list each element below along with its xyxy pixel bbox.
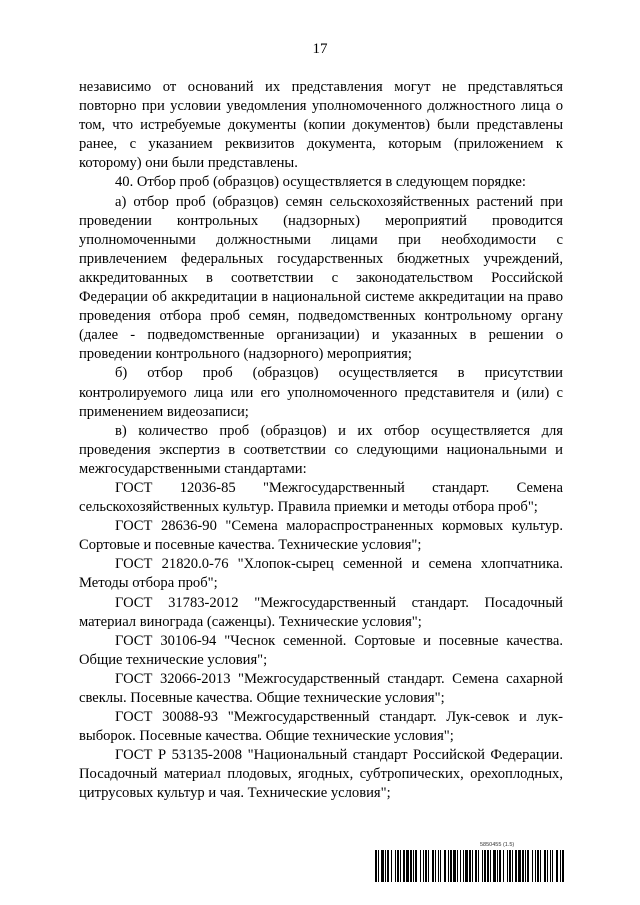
gost-item: ГОСТ 30088-93 "Межгосударственный стандарт. Лук-севок и лук-выборок. Посевные качества. Общие технические условия"; [79,709,563,745]
document-code: 5850455 (1.5) [480,842,515,848]
gost-item: ГОСТ 21820.0-76 "Хлопок-сырец семенной и семена хлопчатника. Методы отбора проб"; [79,556,563,592]
paragraph-subitem-b: б) отбор проб (образцов) осуществляется в присутствии контролируемого лица или его уполномоченного представителя и (или) с применением видеозаписи; [79,365,563,420]
page-number: 17 [312,41,328,57]
gost-item: ГОСТ Р 53135-2008 "Национальный стандарт Российской Федерации. Посадочный материал плодовых, ягодных, субтропических, орехоплодных, цитрусовых культур и чая. Технические условия"; [79,747,563,802]
document-body [79,78,563,804]
gost-item: ГОСТ 28636-90 "Семена малораспространенных кормовых культур. Сортовые и посевные качества. Технические условия"; [79,518,563,554]
gost-item: ГОСТ 12036-85 "Межгосударственный стандарт. Семена сельскохозяйственных культур. Правила приемки и методы отбора проб"; [79,479,563,516]
paragraph-item-40: 40. Отбор проб (образцов) осуществляется в следующем порядке: [115,174,526,191]
paragraph-subitem-v: в) количество проб (образцов) и их отбор осуществляется для проведения экспертиз в соответствии со следующими национальными и межгосударственными стандартами: [79,422,563,477]
paragraph-subitem-a: а) отбор проб (образцов) семян сельскохозяйственных растений при проведении контрольных (надзорных) мероприятий проводится уполномоченными должностными лицами при необходимости с привлечением федеральных государственных бюджетных учреждений, аккредитованных в соответствии с законодательством Российской Федерации об аккредитации в национальной системе аккредитации на право проведения отбора проб семян, подведомственных контрольному органу (далее - подведомственные организации) и указанных в решении о проведении контрольного (надзорного) мероприятия; [79,193,563,363]
gost-item: ГОСТ 31783-2012 "Межгосударственный стандарт. Посадочный материал винограда (саженцы). Технические условия"; [79,594,563,630]
paragraph-continuation: независимо от оснований их представления могут не представляться повторно при условии уведомления уполномоченного должностного лица о том, что истребуемые документы (копии документов) были представлены ранее, с указанием реквизитов документа, которым (приложением к которому) они были представлены. [79,79,563,172]
gost-item: ГОСТ 30106-94 "Чеснок семенной. Сортовые и посевные качества. Общие технические условия"; [79,632,563,668]
barcode [375,850,565,882]
gost-item: ГОСТ 32066-2013 "Межгосударственный стандарт. Семена сахарной свеклы. Посевные качества. Общие технические условия"; [79,670,563,706]
